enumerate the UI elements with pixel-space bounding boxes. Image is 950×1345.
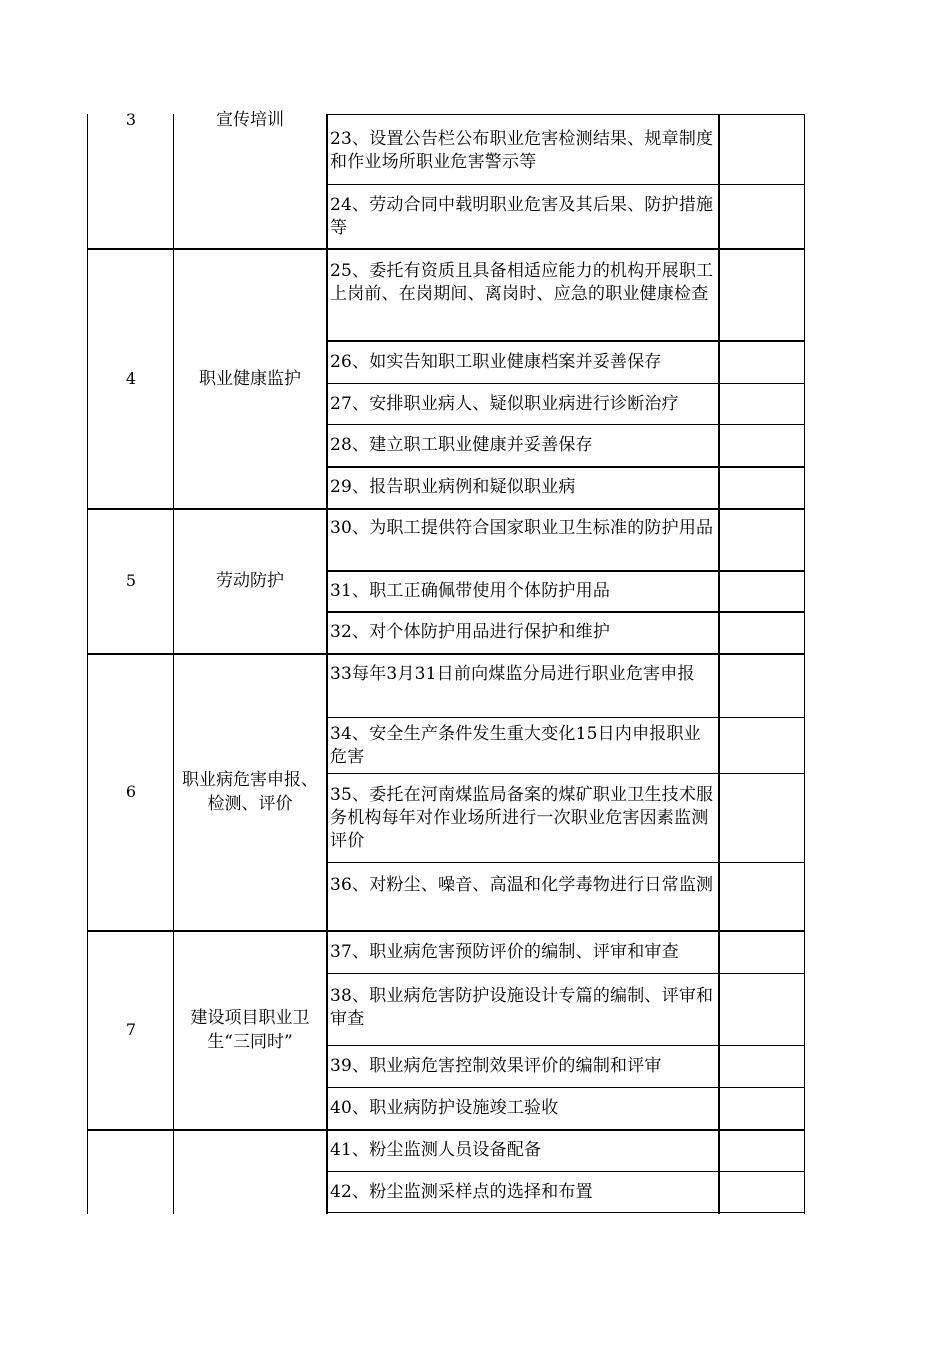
group-divider xyxy=(87,1129,805,1131)
group-divider xyxy=(87,248,805,250)
group-number: 7 xyxy=(125,1020,137,1039)
row-divider xyxy=(326,1045,805,1046)
check-item: 27、安排职业病人、疑似职业病进行诊断治疗 xyxy=(330,394,679,414)
row-divider xyxy=(326,773,805,774)
group-number: 6 xyxy=(125,782,137,801)
check-item: 25、委托有资质且具备相适应能力的机构开展职工上岗前、在岗期间、离岗时、应急的职业健康检查 xyxy=(330,261,714,304)
group-category: 劳动防护 xyxy=(216,571,284,591)
row-divider xyxy=(326,184,805,185)
check-item: 34、安全生产条件发生重大变化15日内申报职业危害 xyxy=(330,724,701,767)
row-divider xyxy=(326,611,805,613)
row-divider xyxy=(326,1087,805,1088)
group-category: 建设项目职业卫生“三同时” xyxy=(190,1008,310,1052)
row-divider xyxy=(326,973,805,974)
group-category: 职业病危害申报、检测、评价 xyxy=(182,770,318,814)
group-divider xyxy=(87,508,805,510)
group-divider xyxy=(87,653,805,655)
column-divider xyxy=(173,114,174,1214)
column-divider xyxy=(326,114,328,1214)
group-number: 4 xyxy=(125,369,137,388)
group-category: 宣传培训 xyxy=(216,110,284,130)
check-item: 37、职业病危害预防评价的编制、评审和审查 xyxy=(330,942,679,962)
row-divider xyxy=(326,1171,805,1172)
row-divider xyxy=(326,717,805,718)
row-divider xyxy=(326,340,805,342)
group-divider xyxy=(87,930,805,932)
row-divider xyxy=(326,424,805,425)
check-item: 30、为职工提供符合国家职业卫生标准的防护用品 xyxy=(330,518,714,538)
table-bottom-border xyxy=(326,1212,805,1213)
row-divider xyxy=(326,114,805,115)
check-item: 40、职业病防护设施竣工验收 xyxy=(330,1098,559,1118)
check-item: 38、职业病危害防护设施设计专篇的编制、评审和审查 xyxy=(330,986,714,1029)
row-divider xyxy=(326,862,805,863)
check-item: 31、职工正确佩带使用个体防护用品 xyxy=(330,581,611,601)
check-item: 29、报告职业病例和疑似职业病 xyxy=(330,477,576,497)
check-item: 23、设置公告栏公布职业危害检测结果、规章制度和作业场所职业危害警示等 xyxy=(330,129,714,172)
column-divider xyxy=(718,114,720,1214)
check-item: 26、如实告知职工职业健康档案并妥善保存 xyxy=(330,352,662,372)
check-item: 42、粉尘监测采样点的选择和布置 xyxy=(330,1182,593,1202)
group-number: 3 xyxy=(125,110,137,129)
table-left-border xyxy=(87,114,88,1214)
check-item: 41、粉尘监测人员设备配备 xyxy=(330,1140,542,1160)
row-divider xyxy=(326,466,805,468)
group-number: 5 xyxy=(125,571,137,590)
check-item: 36、对粉尘、噪音、高温和化学毒物进行日常监测 xyxy=(330,875,714,895)
check-item: 39、职业病危害控制效果评价的编制和评审 xyxy=(330,1056,662,1076)
row-divider xyxy=(326,383,805,384)
check-item: 24、劳动合同中载明职业危害及其后果、防护措施等 xyxy=(330,195,714,238)
table-right-border xyxy=(804,114,805,1214)
check-item: 33每年3月31日前向煤监分局进行职业危害申报 xyxy=(330,664,695,684)
row-divider xyxy=(326,570,805,572)
check-item: 28、建立职工职业健康并妥善保存 xyxy=(330,435,593,455)
group-category: 职业健康监护 xyxy=(199,369,301,389)
check-item: 35、委托在河南煤监局备案的煤矿职业卫生技术服务机构每年对作业场所进行一次职业危害因素监测评价 xyxy=(330,785,714,851)
check-item: 32、对个体防护用品进行保护和维护 xyxy=(330,622,611,642)
